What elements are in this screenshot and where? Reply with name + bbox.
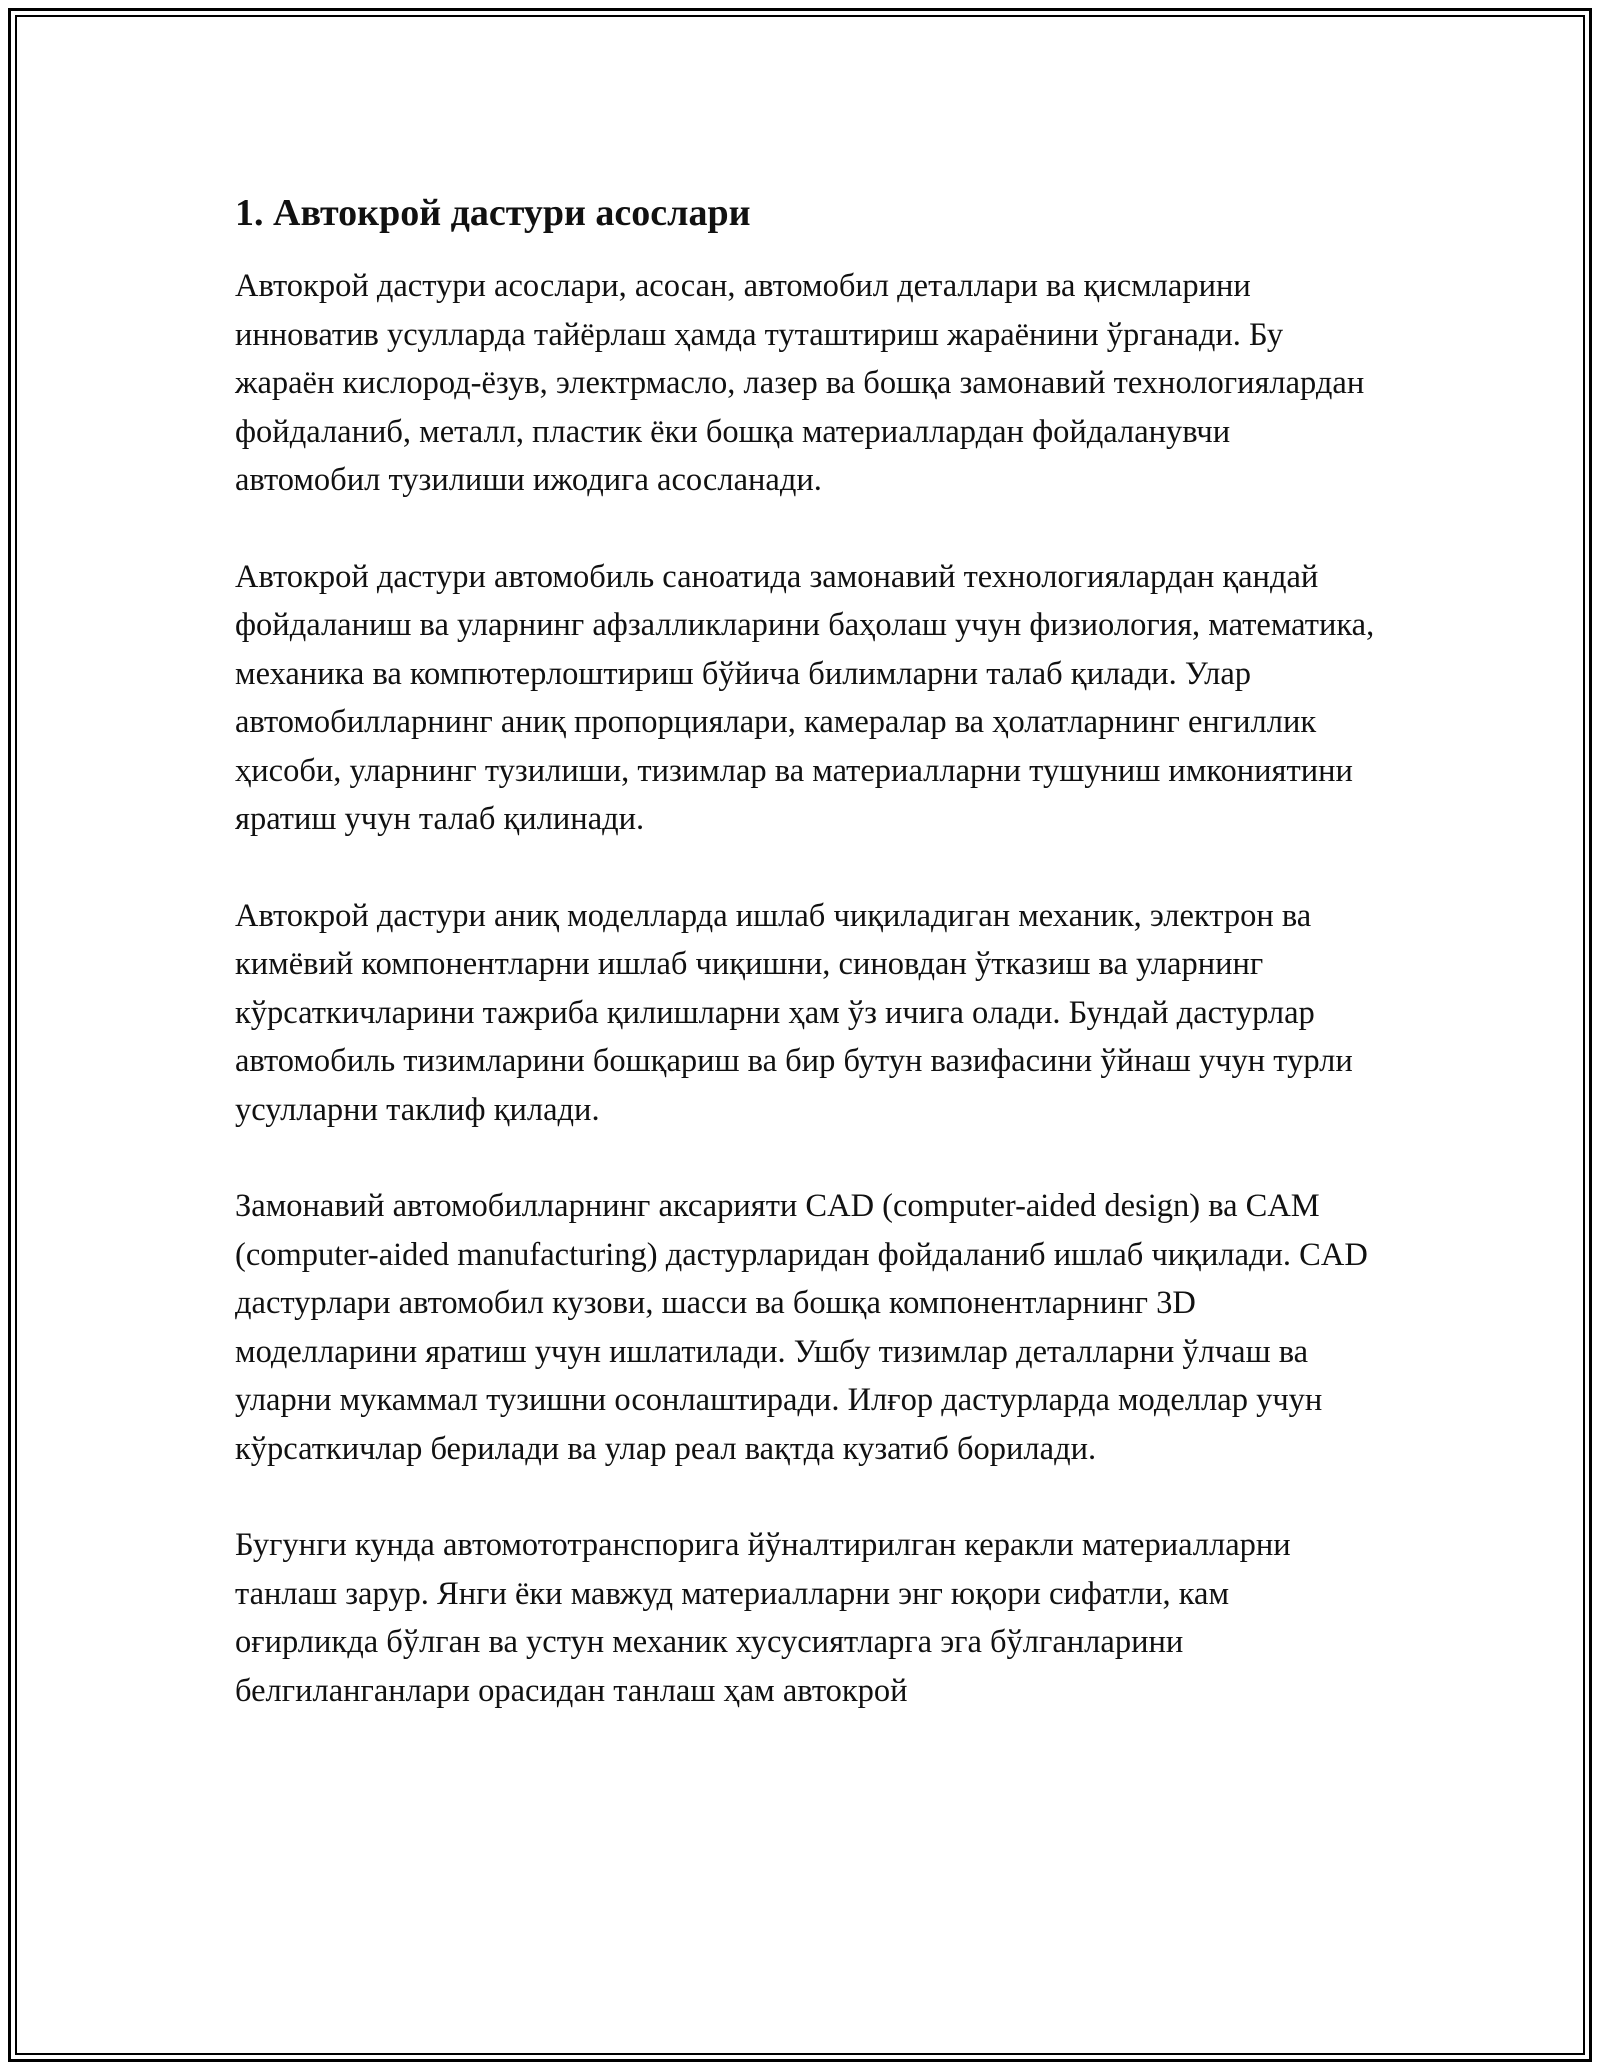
section-title: 1. Автокрой дастури асослари (235, 192, 751, 234)
document-body (235, 186, 1375, 1763)
paragraph-1: Автокрой дастури асослари, асосан, автомобил деталлари ва қисмларини инноватив усулларда тайёрлаш ҳамда туташтириш жараёнини ўрганади. Бу жараён кислород-ёзув, электрмасло, лазер ва бошқа замонавий технологиялардан фойдаланиб, металл, пластик ёки бошқа материаллардан фойдаланувчи автомобил тузилиши ижодига асосланади. (235, 268, 1365, 498)
paragraph-3: Автокрой дастури аниқ моделларда ишлаб чиқиладиган механик, электрон ва кимёвий компонентларни ишлаб чиқишни, синовдан ўтказиш ва уларнинг кўрсаткичларини тажриба қилишларни ҳам ўз ичига олади. Бундай дастурлар автомобиль тизимларини бошқариш ва бир бутун вазифасини ўйнаш учун турли усулларни таклиф қилади. (235, 897, 1353, 1128)
paragraph-5: Бугунги кунда автомототранспорига йўналтирилган керакли материалларни танлаш зарур. Янги ёки мавжуд материалларни энг юқори сифатли, кам оғирликда бўлган ва устун механик хусусиятларга эга бўлганларини белгиланганлари орасидан танлаш ҳам автокрой (235, 1527, 1291, 1709)
paragraph-4: Замонавий автомобилларнинг аксарияти CAD (computer-aided design) ва CAM (computer-aided manufacturing) дастурларидан фойдаланиб ишлаб чиқилади. CAD дастурлари автомобил кузови, шасси ва бошқа компонентларнинг 3D моделларини яратиш учун ишлатилади. Ушбу тизимлар деталларни ўлчаш ва уларни мукаммал тузишни осонлаштиради. Илғор дастурларда моделлар учун кўрсаткичлар берилади ва улар реал вақтда кузатиб борилади. (235, 1188, 1368, 1467)
paragraph-2: Автокрой дастури автомобиль саноатида замонавий технологиялардан қандай фойдаланиш ва уларнинг афзалликларини баҳолаш учун физиология, математика, механика ва компютерлоштириш бўйича билимларни талаб қилади. Улар автомобилларнинг аниқ пропорциялари, камералар ва ҳолатларнинг енгиллик ҳисоби, уларнинг тузилиши, тизимлар ва материалларни тушуниш имкониятини яратиш учун талаб қилинади. (235, 558, 1375, 837)
